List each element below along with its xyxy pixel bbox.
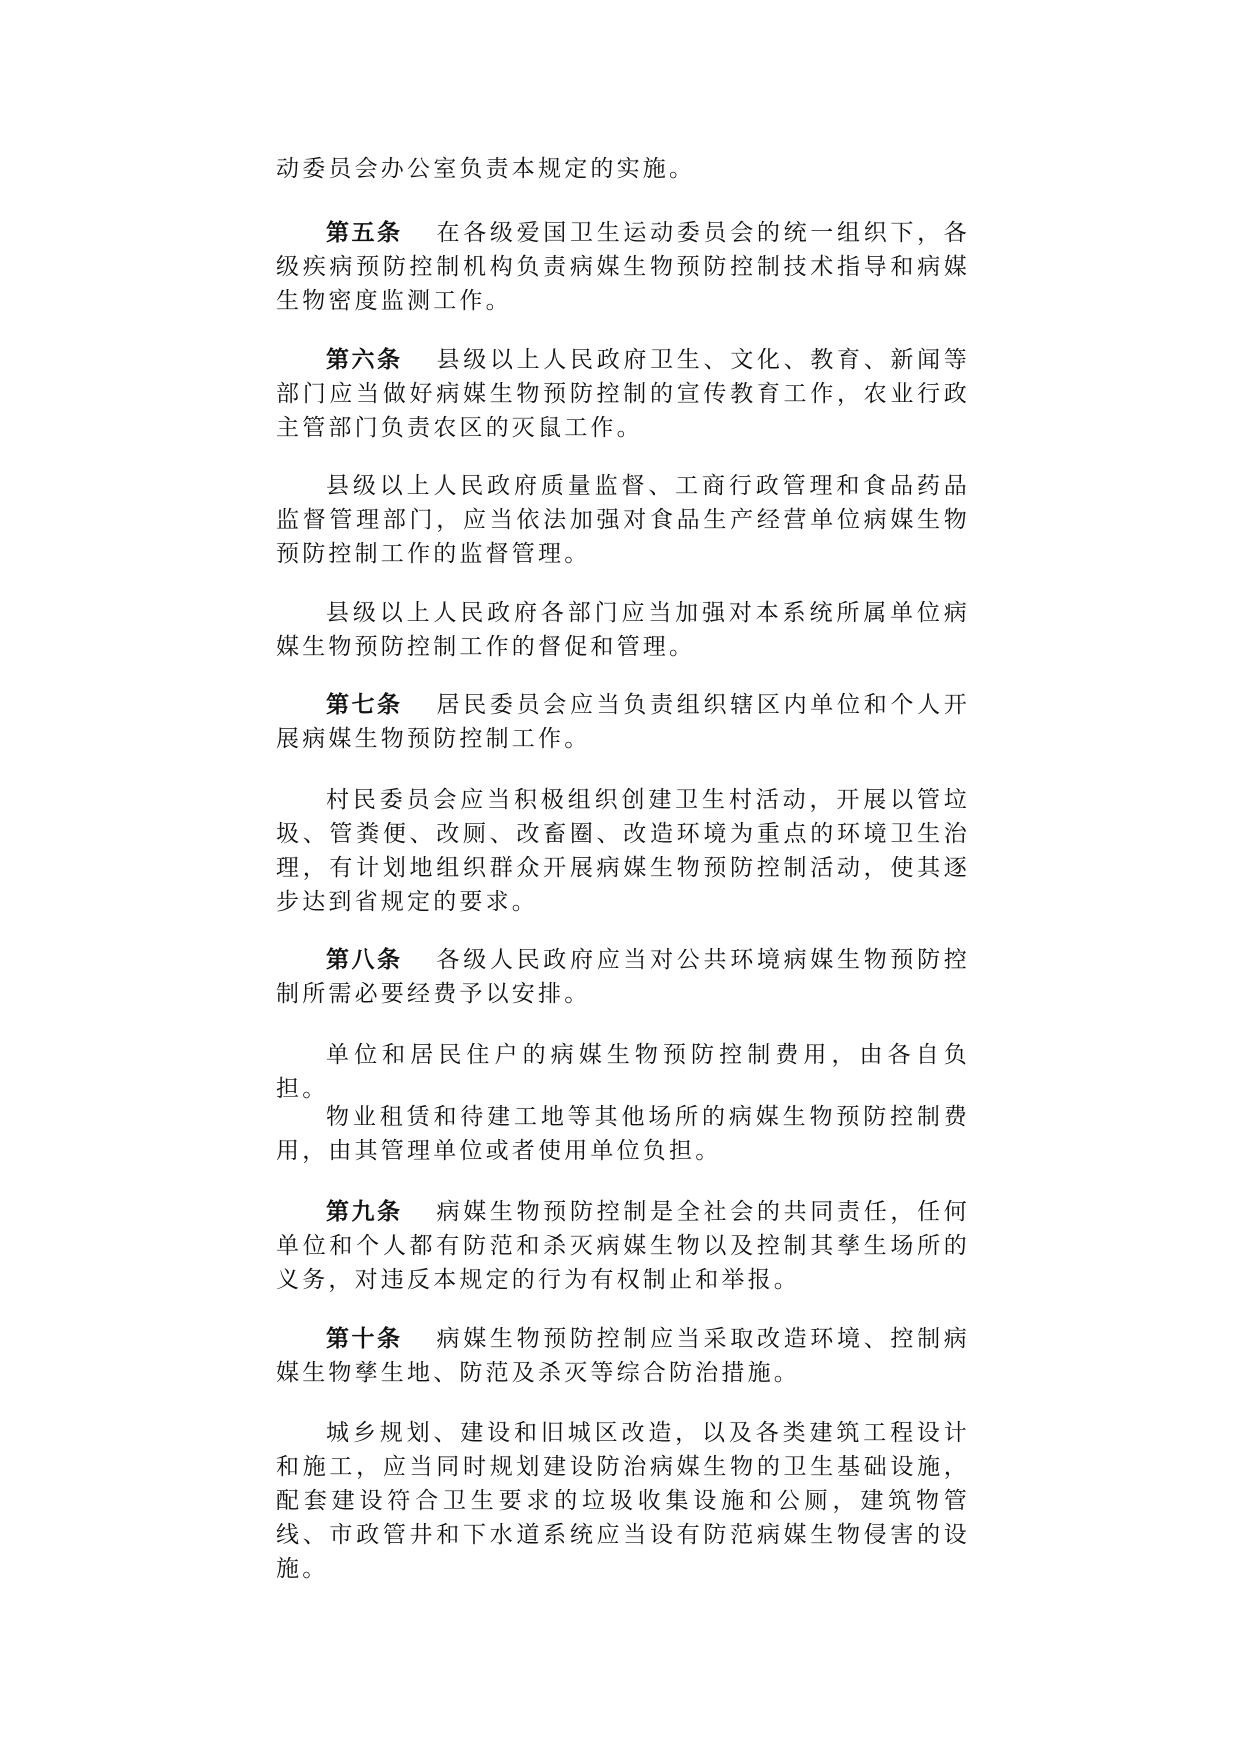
paragraph-text: 各级人民政府应当对公共环境病媒生物预防控制所需必要经费予以安排。 (276, 947, 970, 1007)
paragraph-continuation (276, 152, 970, 186)
paragraph-text: 在各级爱国卫生运动委员会的统一组织下，各级疾病预防控制机构负责病媒生物预防控制技术指导和病媒生物密度监测工作。 (276, 220, 970, 314)
paragraph (276, 1416, 970, 1586)
article-6 (276, 343, 970, 445)
paragraph-text: 病媒生物预防控制是全社会的共同责任，任何单位和个人都有防范和杀灭病媒生物以及控制其孳生场所的义务，对违反本规定的行为有权制止和举报。 (276, 1199, 970, 1293)
article-10 (276, 1322, 970, 1390)
paragraph-text: 动委员会办公室负责本规定的实施。 (276, 156, 696, 182)
paragraph-text: 县级以上人民政府卫生、文化、教育、新闻等部门应当做好病媒生物预防控制的宣传教育工作，农业行政主管部门负责农区的灭鼠工作。 (276, 347, 970, 441)
article-8 (276, 943, 970, 1011)
paragraph-text: 病媒生物预防控制应当采取改造环境、控制病媒生物孳生地、防范及杀灭等综合防治措施。 (276, 1326, 970, 1386)
paragraph (276, 1038, 970, 1106)
paragraph-text: 物业租赁和待建工地等其他场所的病媒生物预防控制费用，由其管理单位或者使用单位负担。 (276, 1104, 970, 1164)
article-heading: 第十条 (326, 1325, 403, 1352)
paragraph-text: 城乡规划、建设和旧城区改造，以及各类建筑工程设计和施工，应当同时规划建设防治病媒生物的卫生基础设施，配套建设符合卫生要求的垃圾收集设施和公厕，建筑物管线、市政管井和下水道系统应当设有防范病媒生物侵害的设施。 (276, 1420, 970, 1582)
article-heading: 第六条 (326, 346, 403, 373)
paragraph (276, 596, 970, 664)
paragraph (276, 469, 970, 571)
paragraph-text: 县级以上人民政府质量监督、工商行政管理和食品药品监督管理部门，应当依法加强对食品生产经营单位病媒生物预防控制工作的监督管理。 (276, 473, 970, 567)
paragraph-text: 村民委员会应当积极组织创建卫生村活动，开展以管垃圾、管粪便、改厕、改畜圈、改造环境为重点的环境卫生治理，有计划地组织群众开展病媒生物预防控制活动，使其逐步达到省规定的要求。 (276, 787, 970, 915)
paragraph (276, 783, 970, 919)
article-heading: 第七条 (326, 691, 403, 718)
article-heading: 第九条 (326, 1198, 403, 1225)
article-heading: 第五条 (326, 219, 403, 246)
paragraph (276, 1100, 970, 1168)
paragraph-text: 县级以上人民政府各部门应当加强对本系统所属单位病媒生物预防控制工作的督促和管理。 (276, 600, 970, 660)
paragraph-text: 单位和居民住户的病媒生物预防控制费用，由各自负担。 (276, 1042, 970, 1102)
paragraph-text: 居民委员会应当负责组织辖区内单位和个人开展病媒生物预防控制工作。 (276, 692, 970, 752)
article-heading: 第八条 (326, 946, 403, 973)
article-9 (276, 1195, 970, 1297)
article-5 (276, 216, 970, 318)
article-7 (276, 688, 970, 756)
